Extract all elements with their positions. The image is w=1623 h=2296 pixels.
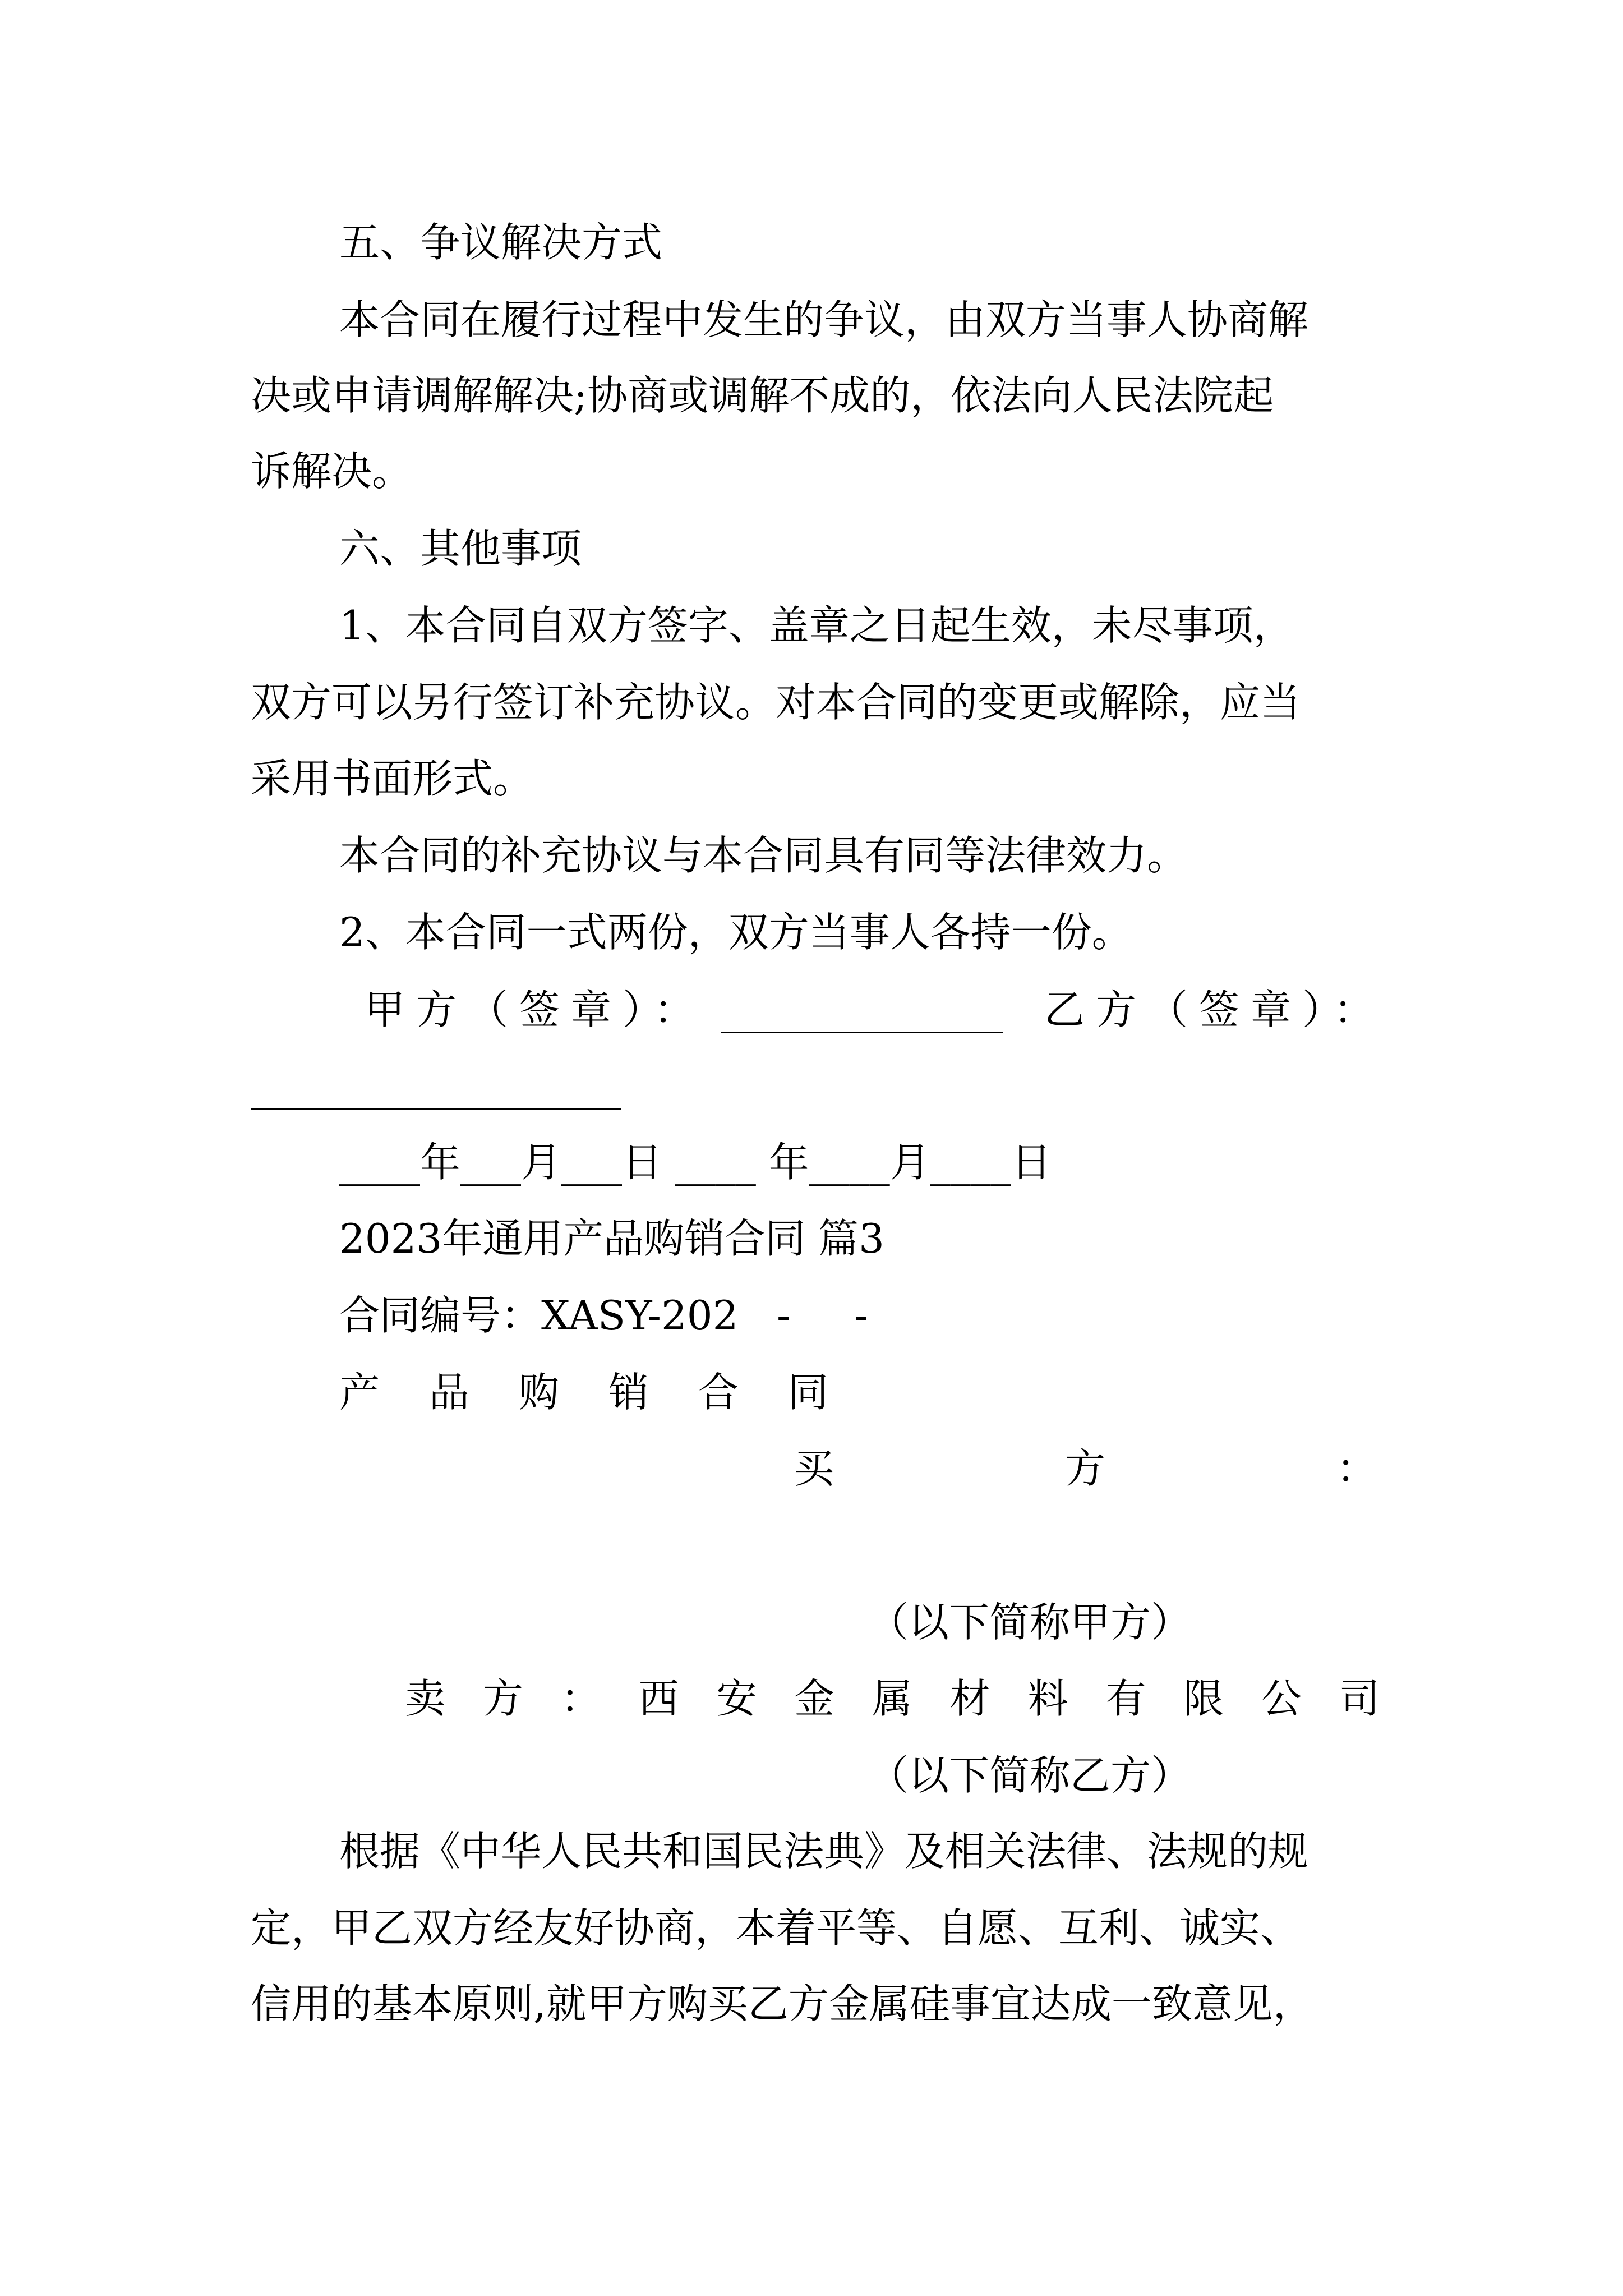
party-b-signature-line: [251, 1108, 621, 1110]
buyer-label: [794, 1441, 1377, 1497]
seller-char-6: 金: [794, 1675, 835, 1722]
seller-char-2: 方: [482, 1675, 523, 1722]
section-6-title: 六、其他事项: [339, 525, 582, 572]
section-5-text-line-3: 诉解决。: [251, 448, 413, 495]
section-5-text-line-2: 决或申请调解解决;协商或调解不成的，依法向人民法院起: [251, 372, 1274, 419]
seller-char-10: 有: [1105, 1675, 1146, 1722]
section-5-text-line-1: 本合同在履行过程中发生的争议，由双方当事人协商解: [339, 296, 1309, 343]
seller-char-13: 司: [1339, 1675, 1380, 1722]
seller-char-5: 安: [716, 1675, 757, 1722]
item-1-line-3: 采用书面形式。: [251, 755, 534, 802]
section-5-title: 五、争议解决方式: [339, 219, 663, 266]
contract-title: 产品购销合同: [339, 1369, 878, 1416]
basis-line-2: 定，甲乙双方经友好协商，本着平等、自愿、互利、诚实、: [251, 1904, 1301, 1952]
contract-number: 合同编号：XASY-202 - -: [339, 1292, 869, 1339]
party-a-signature-blank: ______________: [721, 986, 1003, 1033]
seller-char-12: 公: [1261, 1675, 1302, 1722]
seller-char-4: 西: [638, 1675, 679, 1722]
item-1-line-1: 1、本合同自双方签字、盖章之日起生效，未尽事项，: [339, 602, 1294, 649]
section-heading: 2023年通用产品购销合同 篇3: [339, 1215, 884, 1262]
basis-line-3: 信用的基本原则,就甲方购买乙方金属硅事宜达成一致意见，: [251, 1980, 1313, 2027]
item-2-text: 2、本合同一式两份，双方当事人各持一份。: [339, 909, 1132, 956]
seller-char-1: 卖: [405, 1675, 446, 1722]
buyer-abbreviation: （以下简称甲方）: [868, 1599, 1192, 1646]
item-1-line-2: 双方可以另行签订补充协议。对本合同的变更或解除，应当: [251, 679, 1301, 726]
seller-char-11: 限: [1183, 1675, 1224, 1722]
buyer-label-char-3: ：: [1336, 1445, 1377, 1492]
supplement-text: 本合同的补充协议与本合同具有同等法律效力。: [339, 832, 1188, 879]
party-b-signature-label: 乙方（签章）：: [1044, 986, 1386, 1033]
seller-abbreviation: （以下简称乙方）: [868, 1752, 1192, 1799]
seller-line: [405, 1671, 1380, 1727]
party-a-signature-label: 甲方（签章）：: [365, 986, 706, 1033]
seller-char-8: 材: [949, 1675, 990, 1722]
buyer-label-char-1: 买: [794, 1445, 834, 1492]
buyer-label-char-2: 方: [1064, 1445, 1105, 1492]
seller-char-9: 料: [1027, 1675, 1068, 1722]
signing-date-line: ____年___月___日 ____ 年____月____日: [339, 1139, 1052, 1186]
basis-line-1: 根据《中华人民共和国民法典》及相关法律、法规的规: [339, 1828, 1309, 1875]
seller-char-3: ：: [560, 1675, 601, 1722]
seller-char-7: 属: [872, 1675, 912, 1722]
